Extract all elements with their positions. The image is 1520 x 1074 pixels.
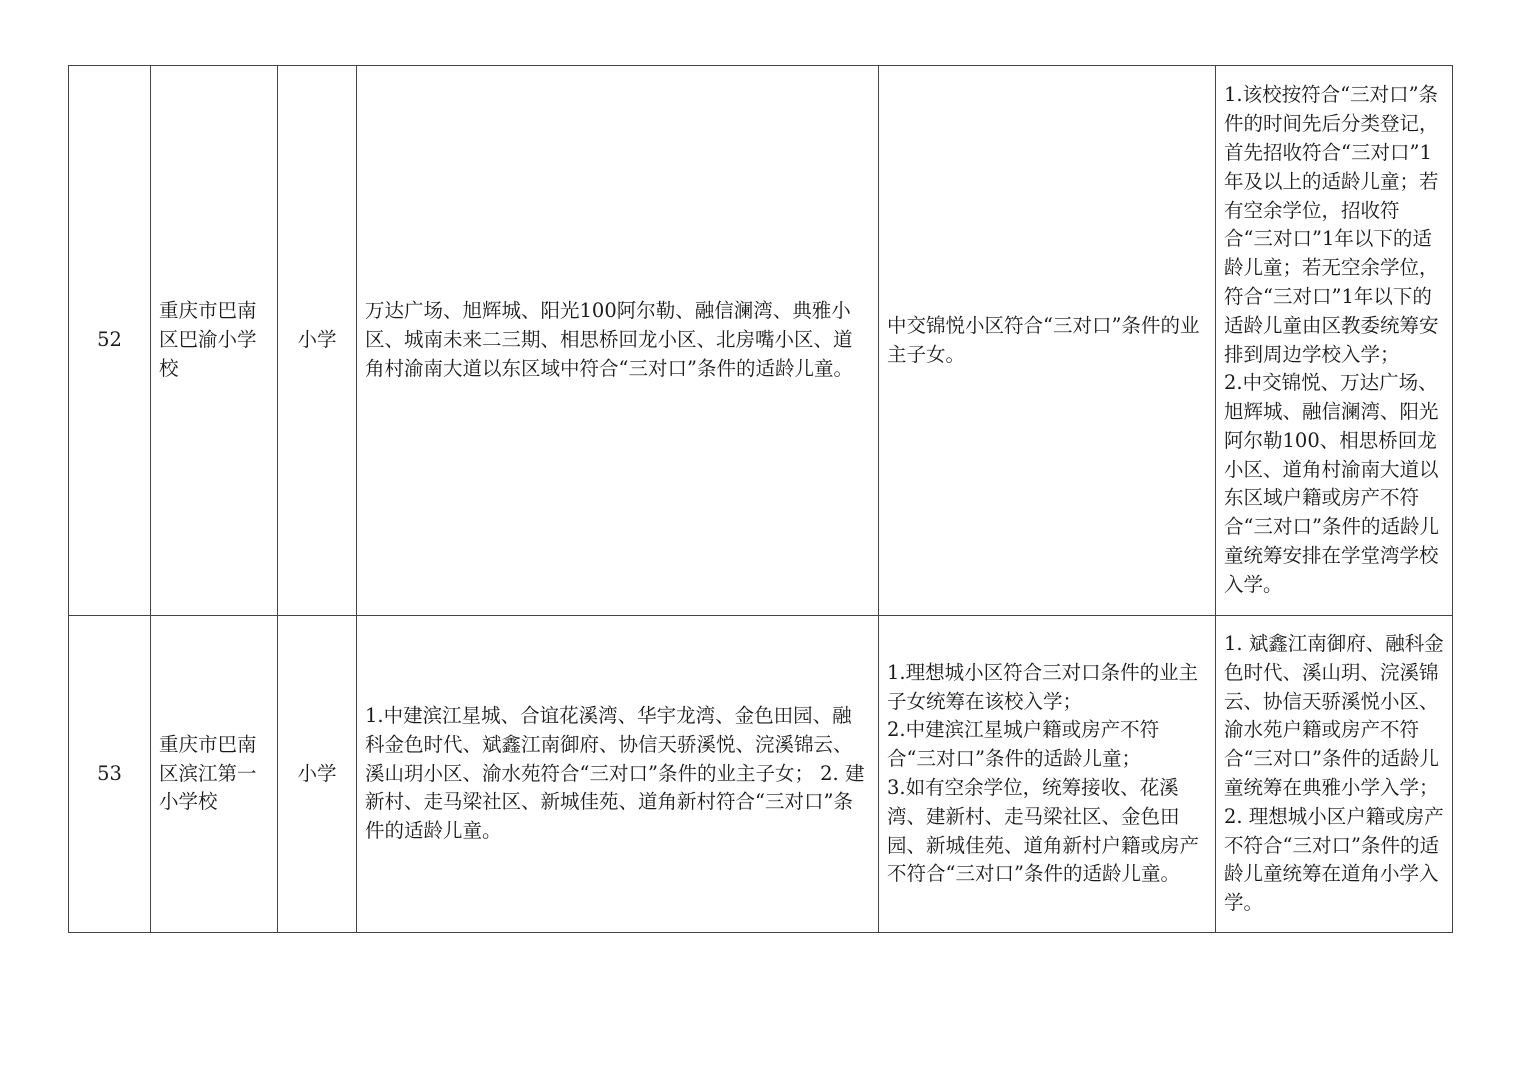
row-number: 53 — [69, 616, 151, 933]
school-type: 小学 — [278, 66, 357, 616]
school-type: 小学 — [278, 616, 357, 933]
school-name: 重庆市巴南区巴渝小学校 — [151, 66, 278, 616]
table-row — [69, 616, 1453, 933]
notes: 1. 斌鑫江南御府、融科金色时代、溪山玥、浣溪锦云、协信天骄溪悦小区、渝水苑户籍或房产不符合“三对口”条件的适龄儿童统筹在典雅小学入学； 2. 理想城小区户籍或房产不符合“三对口”条件的适龄儿童统筹在道角小学入学。 — [1216, 616, 1453, 933]
overall-arrangement: 中交锦悦小区符合“三对口”条件的业主子女。 — [879, 66, 1216, 616]
school-name: 重庆市巴南区滨江第一小学校 — [151, 616, 278, 933]
table-row — [69, 66, 1453, 616]
notes: 1.该校按符合“三对口”条件的时间先后分类登记，首先招收符合“三对口”1年及以上的适龄儿童；若有空余学位，招收符合“三对口”1年以下的适龄儿童；若无空余学位，符合“三对口”1年以下的适龄儿童由区教委统筹安排到周边学校入学； 2.中交锦悦、万达广场、旭辉城、融信澜湾、阳光阿尔勒100、相思桥回龙小区、道角村渝南大道以东区域户籍或房产不符合“三对口”条件的适龄儿童统筹安排在学堂湾学校入学。 — [1216, 66, 1453, 616]
enrollment-range: 万达广场、旭辉城、阳光100阿尔勒、融信澜湾、典雅小区、城南未来二三期、相思桥回龙小区、北房嘴小区、道角村渝南大道以东区域中符合“三对口”条件的适龄儿童。 — [357, 66, 879, 616]
row-number: 52 — [69, 66, 151, 616]
enrollment-range: 1.中建滨江星城、合谊花溪湾、华宇龙湾、金色田园、融科金色时代、斌鑫江南御府、协信天骄溪悦、浣溪锦云、溪山玥小区、渝水苑符合“三对口”条件的业主子女； 2. 建新村、走马梁社区、新城佳苑、道角新村符合“三对口”条件的适龄儿童。 — [357, 616, 879, 933]
overall-arrangement: 1.理想城小区符合三对口条件的业主子女统筹在该校入学； 2.中建滨江星城户籍或房产不符合“三对口”条件的适龄儿童； 3.如有空余学位，统筹接收、花溪湾、建新村、走马梁社区、金色田园、新城佳苑、道角新村户籍或房产不符合“三对口”条件的适龄儿童。 — [879, 616, 1216, 933]
enrollment-table — [68, 65, 1453, 933]
